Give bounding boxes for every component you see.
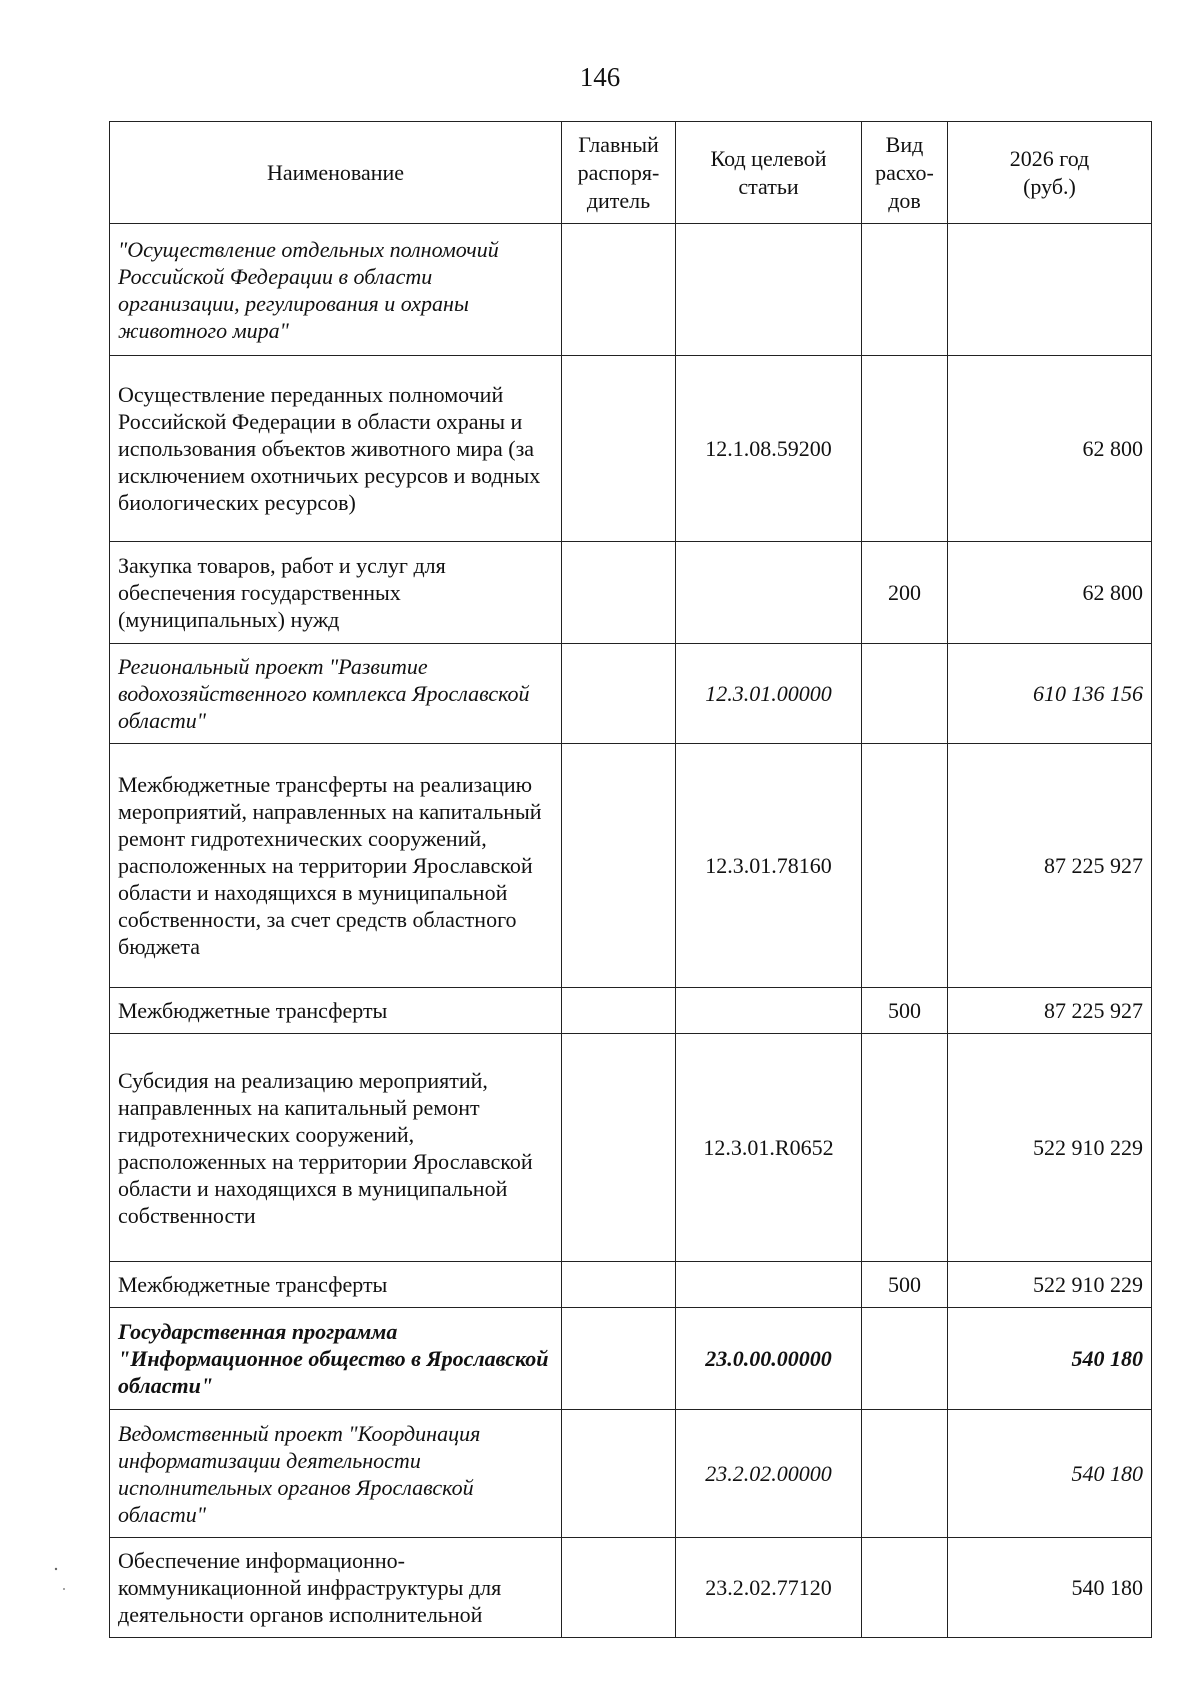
cell-target-code: 12.1.08.59200 <box>676 356 862 542</box>
cell-target-code <box>676 1262 862 1308</box>
cell-main-manager <box>562 224 676 356</box>
header-expense-type: Вид расхо-дов <box>862 122 948 224</box>
cell-main-manager <box>562 1410 676 1538</box>
cell-target-code: 23.2.02.77120 <box>676 1538 862 1638</box>
cell-target-code: 23.0.00.00000 <box>676 1308 862 1410</box>
cell-target-code <box>676 988 862 1034</box>
cell-target-code: 23.2.02.00000 <box>676 1410 862 1538</box>
cell-name: Межбюджетные трансферты на реализацию мероприятий, направленных на капитальный ремонт гидротехнических сооружений, расположенных на территории Ярославской области и находящихся в муниципальной собственности, за счет средств областного бюджета <box>110 744 562 988</box>
cell-name: Ведомственный проект "Координация информатизации деятельности исполнительных органов Ярославской области" <box>110 1410 562 1538</box>
table-row <box>110 224 1152 356</box>
cell-name: Субсидия на реализацию мероприятий, направленных на капитальный ремонт гидротехнических сооружений, расположенных на территории Ярославской области и находящихся в муниципальной собственности <box>110 1034 562 1262</box>
table-row <box>110 644 1152 744</box>
cell-sum: 540 180 <box>948 1410 1152 1538</box>
table-row <box>110 356 1152 542</box>
cell-expense-type: 500 <box>862 1262 948 1308</box>
cell-sum: 540 180 <box>948 1538 1152 1638</box>
table-row <box>110 1410 1152 1538</box>
cell-target-code <box>676 224 862 356</box>
cell-main-manager <box>562 988 676 1034</box>
cell-main-manager <box>562 542 676 644</box>
cell-target-code: 12.3.01.R0652 <box>676 1034 862 1262</box>
cell-target-code: 12.3.01.78160 <box>676 744 862 988</box>
cell-main-manager <box>562 1034 676 1262</box>
header-main-manager: Главный распоря-дитель <box>562 122 676 224</box>
cell-main-manager <box>562 1262 676 1308</box>
table-header-row <box>110 122 1152 224</box>
cell-name: Региональный проект "Развитие водохозяйственного комплекса Ярославской области" <box>110 644 562 744</box>
cell-expense-type <box>862 644 948 744</box>
cell-sum: 62 800 <box>948 356 1152 542</box>
cell-name: "Осуществление отдельных полномочий Российской Федерации в области организации, регулирования и охраны животного мира" <box>110 224 562 356</box>
cell-sum <box>948 224 1152 356</box>
table-body <box>110 224 1152 1638</box>
cell-name: Закупка товаров, работ и услуг для обеспечения государственных (муниципальных) нужд <box>110 542 562 644</box>
table-row <box>110 1538 1152 1638</box>
cell-expense-type <box>862 1538 948 1638</box>
table-row <box>110 744 1152 988</box>
cell-expense-type <box>862 1308 948 1410</box>
cell-expense-type: 500 <box>862 988 948 1034</box>
cell-sum: 522 910 229 <box>948 1034 1152 1262</box>
cell-name: Государственная программа "Информационное общество в Ярославской области" <box>110 1308 562 1410</box>
cell-expense-type <box>862 1034 948 1262</box>
cell-main-manager <box>562 644 676 744</box>
cell-name: Осуществление переданных полномочий Российской Федерации в области охраны и использования объектов животного мира (за исключением охотничьих ресурсов и водных биологических ресурсов) <box>110 356 562 542</box>
table-row <box>110 1034 1152 1262</box>
cell-target-code: 12.3.01.00000 <box>676 644 862 744</box>
cell-sum: 87 225 927 <box>948 744 1152 988</box>
cell-name: Обеспечение информационно-коммуникационной инфраструктуры для деятельности органов исполнительной <box>110 1538 562 1638</box>
table-row <box>110 1262 1152 1308</box>
cell-main-manager <box>562 1308 676 1410</box>
cell-main-manager <box>562 356 676 542</box>
cell-name: Межбюджетные трансферты <box>110 988 562 1034</box>
header-target-code: Код целевой статьи <box>676 122 862 224</box>
table-row <box>110 1308 1152 1410</box>
cell-expense-type <box>862 1410 948 1538</box>
cell-expense-type <box>862 356 948 542</box>
header-year: 2026 год (руб.) <box>948 122 1152 224</box>
cell-name: Межбюджетные трансферты <box>110 1262 562 1308</box>
scan-specks <box>52 1565 68 1595</box>
page-number: 146 <box>579 62 621 92</box>
cell-sum: 540 180 <box>948 1308 1152 1410</box>
cell-sum: 62 800 <box>948 542 1152 644</box>
table-row <box>110 542 1152 644</box>
cell-target-code <box>676 542 862 644</box>
cell-sum: 87 225 927 <box>948 988 1152 1034</box>
cell-sum: 522 910 229 <box>948 1262 1152 1308</box>
cell-main-manager <box>562 744 676 988</box>
header-name: Наименование <box>110 122 562 224</box>
cell-main-manager <box>562 1538 676 1638</box>
budget-table <box>109 121 1152 1638</box>
cell-expense-type <box>862 224 948 356</box>
cell-expense-type <box>862 744 948 988</box>
cell-expense-type: 200 <box>862 542 948 644</box>
cell-sum: 610 136 156 <box>948 644 1152 744</box>
table-row <box>110 988 1152 1034</box>
